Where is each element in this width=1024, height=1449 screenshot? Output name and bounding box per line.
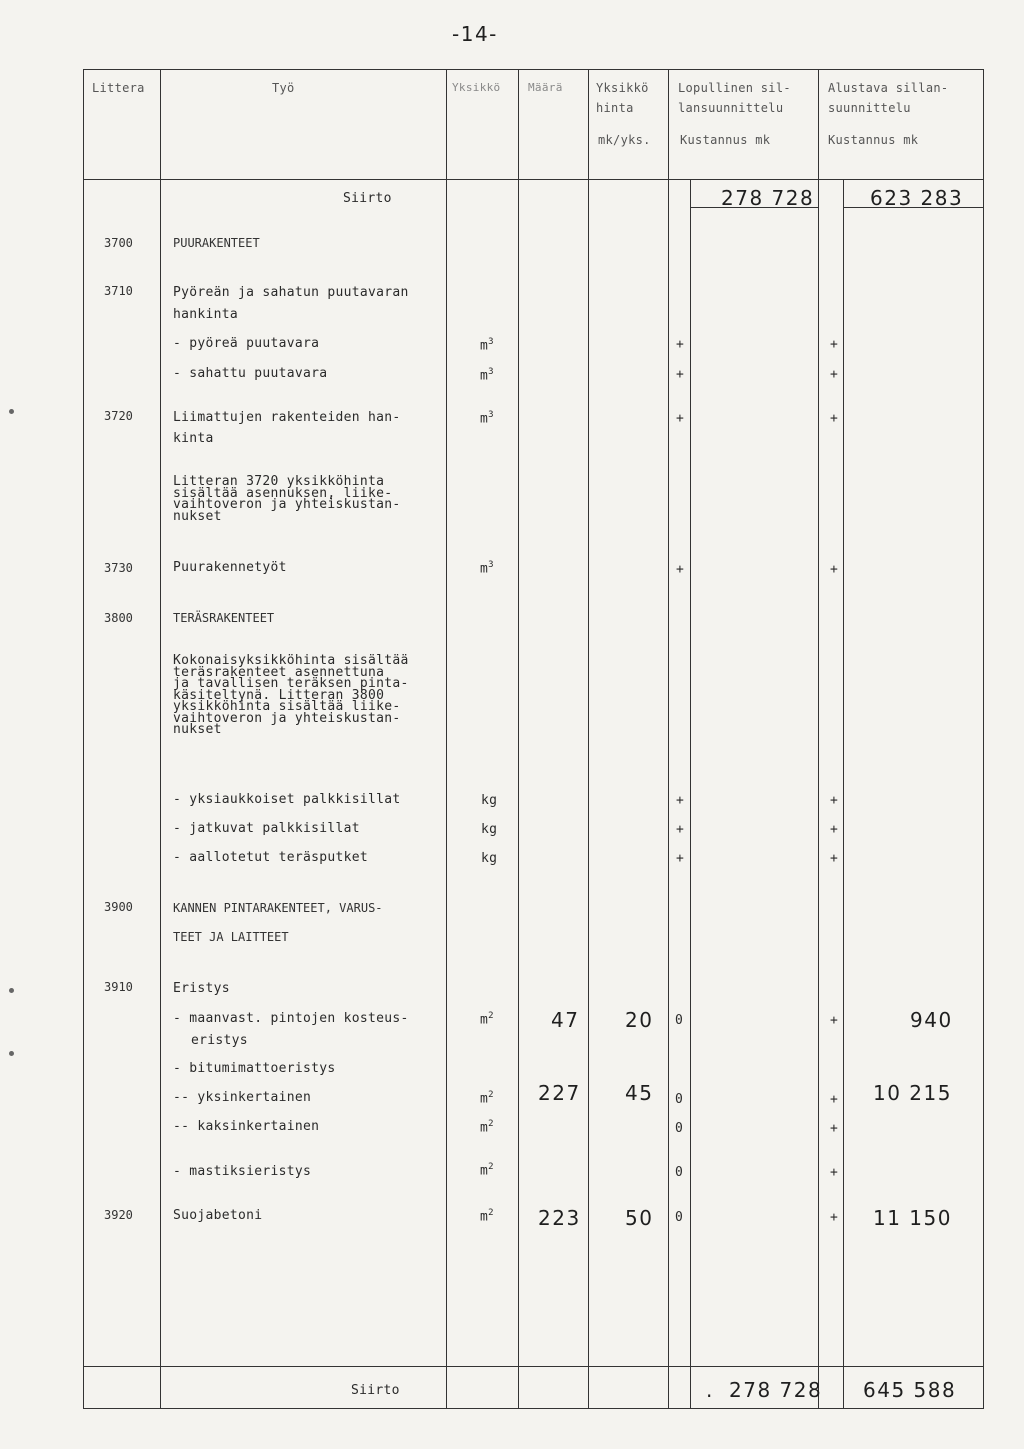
header-hinta-1: Yksikkö <box>596 81 649 95</box>
note-3800: Kokonaisyksikköhinta sisältää teräsrakenteet asennettuna ja tavallisen teräksen pinta- käsiteltynä. Litteran 3800 yksikköhinta sisältää liike- vaihtoveron ja yhteiskustan- nukset <box>173 653 409 737</box>
row-text: - mastiksieristys <box>173 1164 312 1179</box>
row-unit: $m^2$ <box>480 1090 494 1107</box>
row-maara: 47 <box>551 1008 580 1032</box>
row-unit: $m^3$ <box>480 367 494 384</box>
binder-hole-mark <box>9 409 14 414</box>
header-littera: Littera <box>92 81 145 95</box>
row-text: - bitumimattoeristys <box>173 1061 336 1076</box>
siirto-top-label: Siirto <box>343 191 392 206</box>
row-unit: $m^3$ <box>480 560 494 577</box>
row-code: 3700 <box>104 236 133 250</box>
row-hinta: 20 <box>625 1008 654 1032</box>
row-code: 3710 <box>104 284 133 298</box>
row-text: eristys <box>191 1033 248 1048</box>
siirto-bottom-label: Siirto <box>351 1383 400 1398</box>
row-plus: + <box>830 822 839 837</box>
siirto-bottom-mark: . <box>706 1378 714 1402</box>
row-code: 3920 <box>104 1208 133 1222</box>
siirto-bottom-lopullinen: 278 728 <box>729 1378 823 1402</box>
siirto-bottom-alustava: 645 588 <box>863 1378 957 1402</box>
row-text: - yksiaukkoiset palkkisillat <box>173 792 401 807</box>
row-plus: + <box>830 851 839 866</box>
row-code: 3720 <box>104 409 133 423</box>
row-plus: + <box>676 337 685 352</box>
header-maara: Määrä <box>528 81 563 94</box>
row-plus: + <box>830 793 839 808</box>
page-number: -14- <box>452 22 498 46</box>
row-unit: $m^3$ <box>480 337 494 354</box>
row-text: Puurakennetyöt <box>173 560 287 575</box>
row-unit: $m^2$ <box>480 1208 494 1225</box>
row-maara: 227 <box>538 1081 581 1105</box>
header-alu-1: Alustava sillan- <box>828 81 949 95</box>
header-alu-2: suunnittelu <box>828 101 911 115</box>
row-alustava: 11 150 <box>873 1206 952 1230</box>
row-plus: + <box>676 851 685 866</box>
row-plus: + <box>676 822 685 837</box>
note-3720: Litteran 3720 yksikköhinta sisältää asennuksen, liike- vaihtoveron ja yhteiskustan- nukset <box>173 474 401 524</box>
row-plus: + <box>830 1013 839 1028</box>
row-text: - maanvast. pintojen kosteus- <box>173 1011 409 1026</box>
header-hinta-3: mk/yks. <box>598 133 651 147</box>
row-text: - aallotetut teräsputket <box>173 850 369 865</box>
siirto-top-lopullinen: 278 728 <box>721 186 815 210</box>
row-hinta: 45 <box>625 1081 654 1105</box>
row-text: - sahattu puutavara <box>173 366 328 381</box>
row-plus: + <box>830 562 839 577</box>
header-lop-3: Kustannus mk <box>680 133 771 147</box>
row-code: 3800 <box>104 611 133 625</box>
row-lop: 0 <box>675 1165 684 1180</box>
row-text: -- kaksinkertainen <box>173 1119 320 1134</box>
row-unit: $m^2$ <box>480 1119 494 1136</box>
row-plus: + <box>676 367 685 382</box>
row-lop: 0 <box>675 1092 684 1107</box>
row-unit: $m^3$ <box>480 410 494 427</box>
row-unit: $m^2$ <box>480 1162 494 1179</box>
row-code: 3900 <box>104 900 133 914</box>
row-text: Pyöreän ja sahatun puutavaran <box>173 285 409 300</box>
header-lop-2: lansuunnittelu <box>678 101 784 115</box>
header-hinta-2: hinta <box>596 101 634 115</box>
row-unit: kg <box>481 793 498 808</box>
row-lop: 0 <box>675 1121 684 1136</box>
binder-hole-mark <box>9 1051 14 1056</box>
row-text: Suojabetoni <box>173 1208 263 1223</box>
row-plus: + <box>830 1210 839 1225</box>
row-plus: + <box>676 793 685 808</box>
header-alu-3: Kustannus mk <box>828 133 919 147</box>
row-plus: + <box>830 367 839 382</box>
section-title: PUURAKENTEET <box>173 236 260 250</box>
row-plus: + <box>830 1165 839 1180</box>
header-lop-1: Lopullinen sil- <box>678 81 791 95</box>
siirto-top-alustava: 623 283 <box>870 186 964 210</box>
binder-hole-mark <box>9 988 14 993</box>
row-plus: + <box>830 337 839 352</box>
row-text: - pyöreä puutavara <box>173 336 320 351</box>
row-plus: + <box>676 411 685 426</box>
row-code: 3730 <box>104 561 133 575</box>
row-hinta: 50 <box>625 1206 654 1230</box>
row-text: kinta <box>173 431 214 446</box>
row-maara: 223 <box>538 1206 581 1230</box>
row-text: -- yksinkertainen <box>173 1090 312 1105</box>
row-unit: $m^2$ <box>480 1011 494 1028</box>
header-tyo: Työ <box>272 81 295 95</box>
row-text: Eristys <box>173 981 230 996</box>
row-plus: + <box>676 562 685 577</box>
row-lop: 0 <box>675 1210 684 1225</box>
section-title: TERÄSRAKENTEET <box>173 611 275 625</box>
row-unit: kg <box>481 851 498 866</box>
row-text: Liimattujen rakenteiden han- <box>173 410 401 425</box>
section-title: TEET JA LAITTEET <box>173 930 289 944</box>
row-plus: + <box>830 411 839 426</box>
row-unit: kg <box>481 822 498 837</box>
row-alustava: 940 <box>910 1008 953 1032</box>
row-alustava: 10 215 <box>873 1081 952 1105</box>
row-lop: 0 <box>675 1013 684 1028</box>
row-text: hankinta <box>173 307 239 322</box>
header-yksikko: Yksikkö <box>452 81 501 94</box>
row-text: - jatkuvat palkkisillat <box>173 821 360 836</box>
row-plus: + <box>830 1121 839 1136</box>
section-title: KANNEN PINTARAKENTEET, VARUS- <box>173 901 383 915</box>
row-plus: + <box>830 1092 839 1107</box>
row-code: 3910 <box>104 980 133 994</box>
